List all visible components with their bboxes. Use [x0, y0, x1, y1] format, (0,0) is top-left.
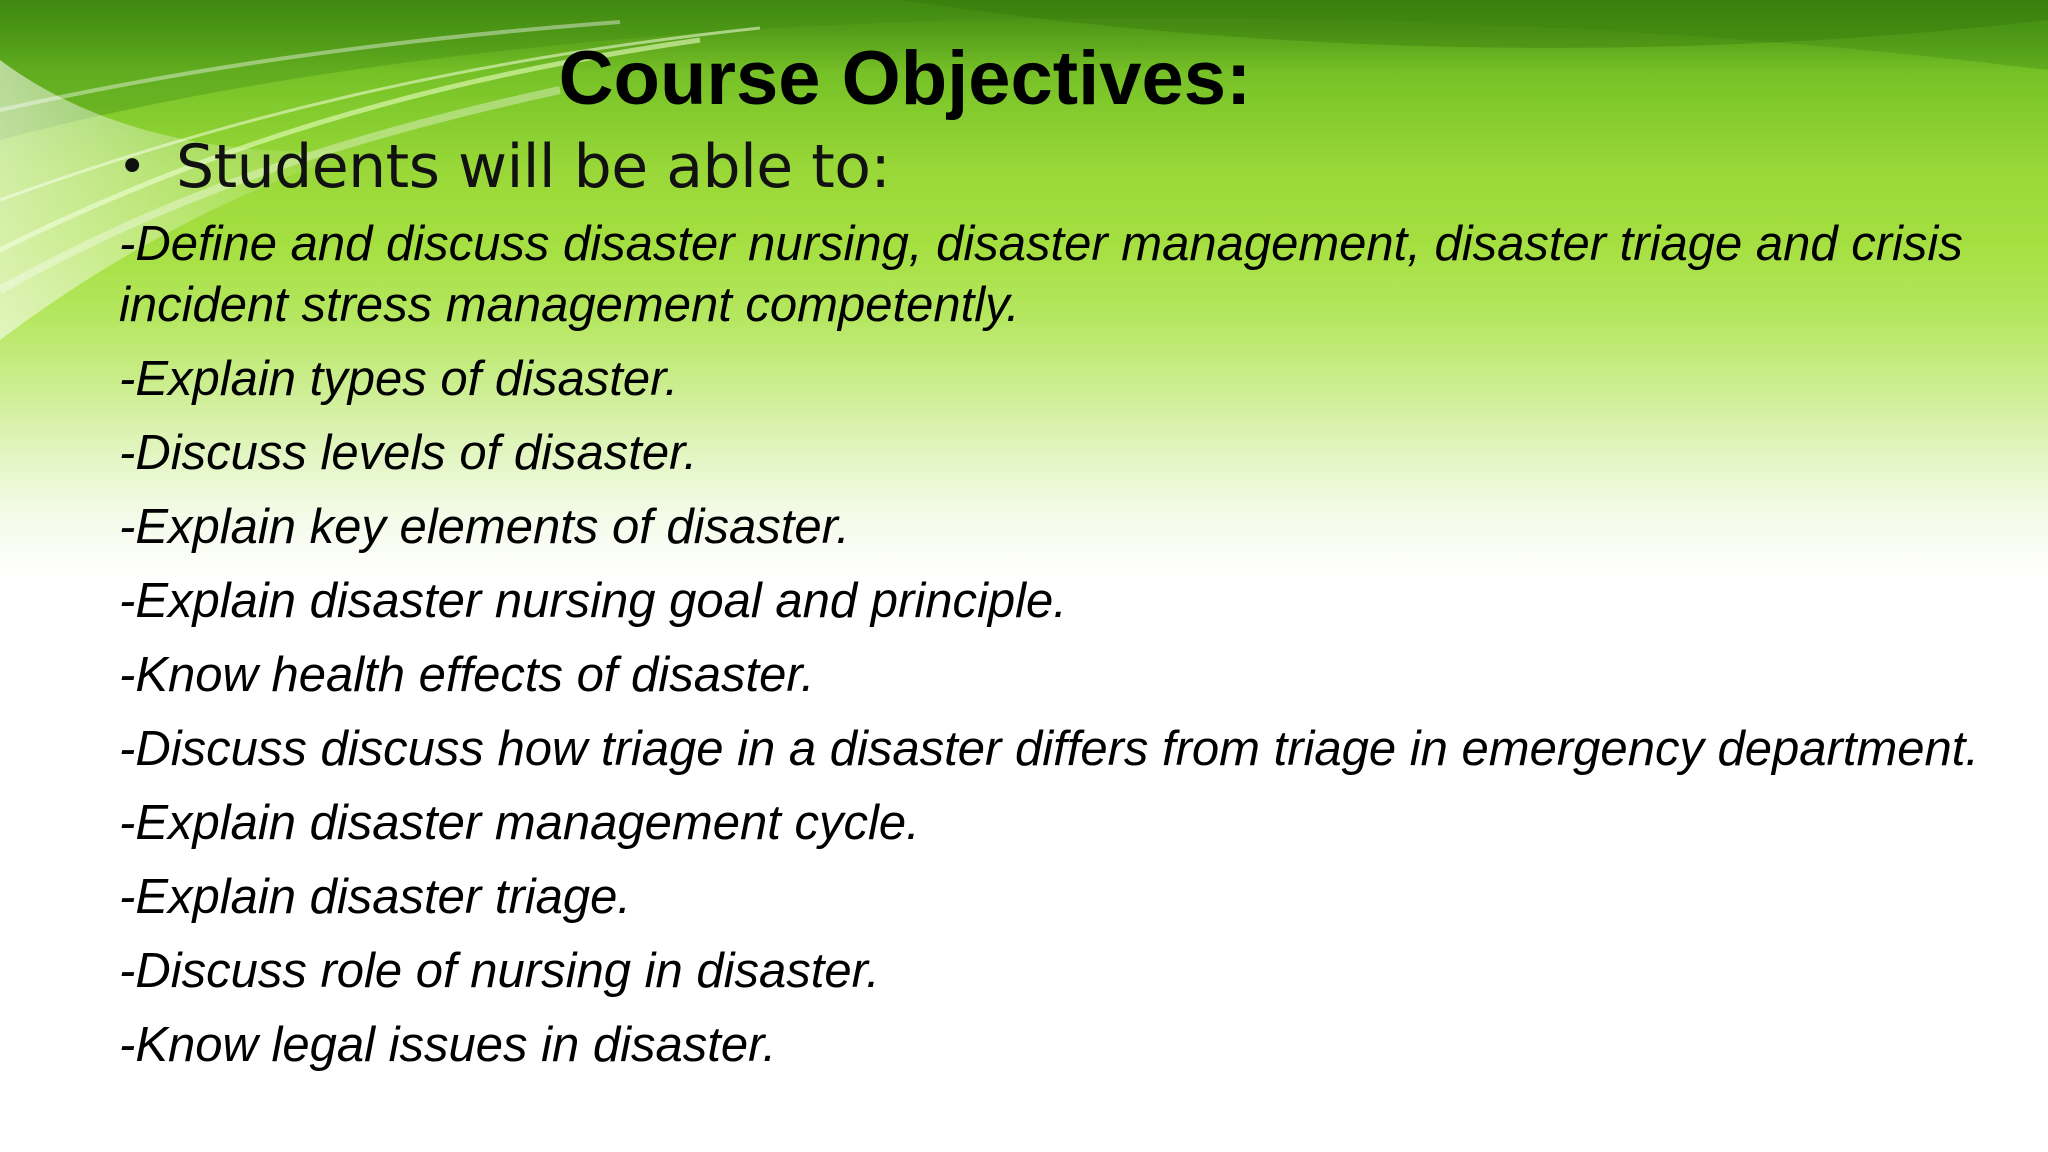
- objective-item: -Explain disaster nursing goal and principle.: [119, 574, 1067, 628]
- bullet-symbol: •: [118, 139, 147, 195]
- objective-item: -Define and discuss disaster nursing, disaster management, disaster triage and crisis incident stress management competently.: [119, 217, 1963, 332]
- objective-item: -Discuss levels of disaster.: [119, 426, 698, 480]
- objective-item: -Explain disaster management cycle.: [119, 796, 920, 850]
- objective-item: -Explain key elements of disaster.: [119, 500, 850, 554]
- objective-item: -Explain types of disaster.: [119, 352, 679, 406]
- objective-item: -Discuss discuss how triage in a disaster differs from triage in emergency department.: [119, 722, 1980, 776]
- objective-item: -Discuss role of nursing in disaster.: [119, 944, 880, 998]
- intro-bullet: [118, 126, 890, 208]
- intro-text: Students will be able to:: [176, 132, 891, 202]
- slide-title: Course Objectives:: [558, 36, 1252, 121]
- objective-item: -Explain disaster triage.: [119, 870, 632, 924]
- objective-item: -Know legal issues in disaster.: [119, 1018, 777, 1072]
- objectives-list: [119, 214, 1999, 1089]
- objective-item: -Know health effects of disaster.: [119, 648, 815, 702]
